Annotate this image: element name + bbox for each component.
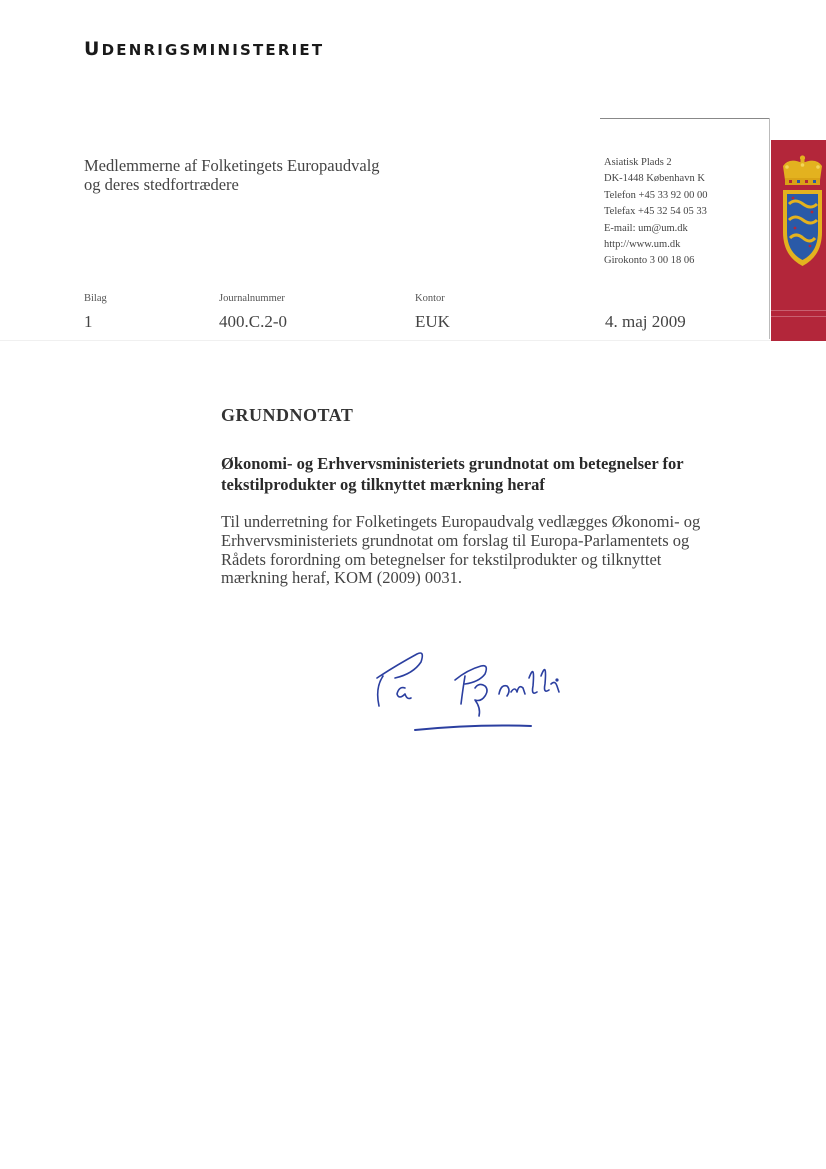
journal-value: 400.C.2-0: [219, 312, 287, 331]
body-line: Erhvervsministeriets grundnotat om forslag til Europa-Parlamentets og: [221, 530, 690, 550]
ministry-name: [84, 38, 324, 60]
address-website: http://www.um.dk: [604, 239, 681, 251]
band-stripe: [771, 316, 826, 317]
handwritten-signature: [365, 648, 585, 738]
ministry-name-rest: DENRIGSMINISTERIET: [101, 41, 325, 59]
document-title: GRUNDNOTAT: [221, 405, 354, 425]
body-line: Rådets forordning om betegnelser for tekstilprodukter og tilknyttet: [221, 549, 662, 569]
header-divider: [0, 340, 771, 341]
journal-label: Journalnummer: [219, 293, 285, 304]
address-email: E-mail: um@um.dk: [604, 222, 688, 234]
ministry-name-initial: U: [84, 38, 102, 60]
address-street: Asiatisk Plads 2: [604, 157, 672, 168]
body-line: mærkning heraf, KOM (2009) 0031.: [221, 568, 463, 588]
recipient-line-2: og deres stedfortrædere: [84, 175, 239, 194]
document-subject: Økonomi- og Erhvervsministeriets grundnotat om betegnelser for tekstilprodukter og tilknyttet mærkning heraf: [221, 454, 684, 494]
band-stripe: [771, 310, 826, 311]
body-line: Til underretning for Folketingets Europaudvalg vedlægges Økonomi- og: [221, 512, 701, 531]
address-side-rule: [769, 118, 770, 339]
address-top-rule: [600, 118, 770, 119]
address-giro: Girokonto 3 00 18 06: [604, 255, 695, 267]
kontor-value: EUK: [415, 312, 450, 331]
address-fax: Telefax +45 32 54 05 33: [604, 206, 707, 218]
address-city: DK-1448 København K: [604, 173, 705, 185]
address-phone: Telefon +45 33 92 00 00: [604, 189, 708, 201]
recipient-line-1: Medlemmerne af Folketingets Europaudvalg: [84, 156, 380, 175]
address-block: [604, 155, 707, 270]
coat-of-arms-icon: [779, 154, 826, 272]
document-body: [221, 513, 751, 588]
bilag-value: 1: [84, 312, 93, 331]
recipient-block: [84, 156, 380, 194]
document-date: 4. maj 2009: [605, 312, 686, 331]
red-brand-band: [771, 140, 826, 341]
kontor-label: Kontor: [415, 293, 445, 304]
bilag-label: Bilag: [84, 293, 107, 304]
